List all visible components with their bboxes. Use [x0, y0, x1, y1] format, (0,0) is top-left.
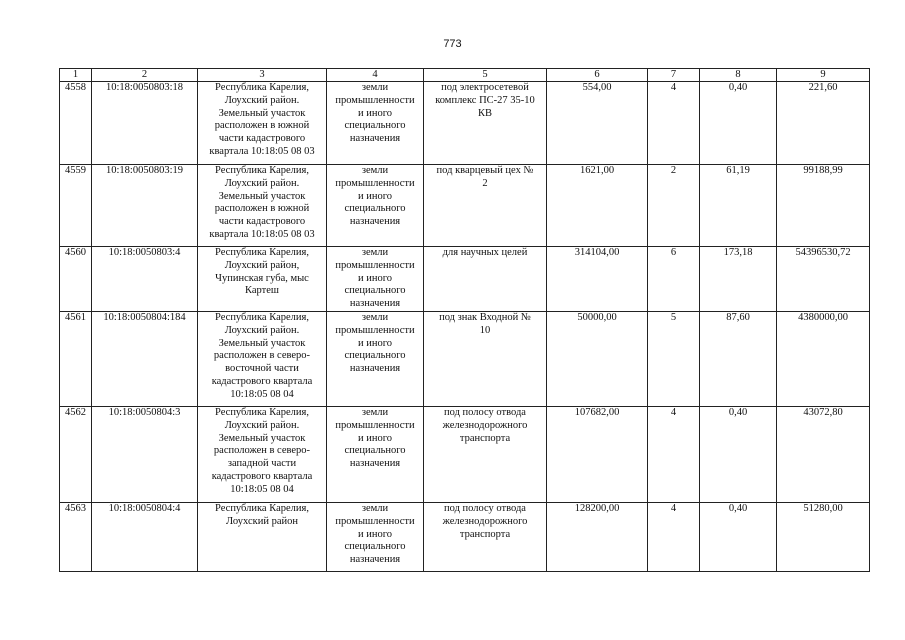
- category-line: назначения: [349, 133, 401, 145]
- location-line: части кадастрового: [218, 133, 306, 145]
- cell-category: [327, 311, 424, 406]
- category-line: и иного: [357, 528, 393, 540]
- cell-value: 4380000,00: [777, 311, 870, 406]
- category-line: назначения: [349, 298, 401, 310]
- cell-location: [198, 311, 327, 406]
- location-line: Республика Карелия,: [215, 165, 309, 176]
- cell-area: 314104,00: [547, 247, 648, 312]
- cell-category: [327, 502, 424, 571]
- location-line: Лоухский район.: [224, 177, 300, 189]
- location-line: Лоухский район.: [224, 324, 300, 336]
- category-line: земли: [361, 82, 389, 93]
- category-line: специального: [344, 203, 406, 215]
- table-row: [60, 82, 870, 165]
- category-line: специального: [344, 120, 406, 132]
- cell-group: 6: [648, 247, 700, 312]
- location-line: квартала 10:18:05 08 03: [209, 145, 315, 157]
- category-line: земли: [361, 502, 389, 514]
- column-header: 3: [198, 69, 327, 82]
- cell-rate: 0,40: [700, 406, 777, 502]
- location-line: Республика Карелия,: [215, 502, 309, 514]
- location-line: 10:18:05 08 04: [230, 483, 294, 495]
- cell-category: [327, 247, 424, 312]
- location-line: расположен в южной: [214, 203, 310, 215]
- cell-group: 4: [648, 502, 700, 571]
- location-line: восточной части: [225, 363, 299, 375]
- page-number: 773: [443, 38, 462, 50]
- cell-id: 4558: [60, 82, 92, 165]
- location-line: Республика Карелия,: [215, 247, 309, 258]
- cell-rate: 61,19: [700, 165, 777, 247]
- cell-cadastral: 10:18:0050803:19: [92, 165, 198, 247]
- cell-id: 4560: [60, 247, 92, 312]
- cell-id: 4561: [60, 311, 92, 406]
- purpose-line: 2: [482, 177, 488, 189]
- category-line: промышленности: [335, 515, 415, 527]
- location-line: Земельный участок: [218, 337, 306, 349]
- table-row: [60, 247, 870, 312]
- table-row: [60, 311, 870, 406]
- cell-rate: 0,40: [700, 502, 777, 571]
- column-header: 1: [60, 69, 92, 82]
- cell-category: [327, 82, 424, 165]
- category-line: промышленности: [335, 94, 415, 106]
- category-line: и иного: [357, 107, 393, 119]
- cell-group: 2: [648, 165, 700, 247]
- purpose-line: железнодорожного: [442, 515, 528, 527]
- cell-group: 5: [648, 311, 700, 406]
- category-line: земли: [361, 165, 389, 176]
- cell-rate: 87,60: [700, 311, 777, 406]
- category-line: и иного: [357, 337, 393, 349]
- category-line: промышленности: [335, 259, 415, 271]
- purpose-line: КВ: [477, 107, 492, 119]
- cell-value: 43072,80: [777, 406, 870, 502]
- cell-value: 221,60: [777, 82, 870, 165]
- location-line: Чупинская губа, мыс: [215, 272, 309, 284]
- cell-location: [198, 165, 327, 247]
- location-line: Земельный участок: [218, 107, 306, 119]
- table-row: [60, 502, 870, 571]
- category-line: земли: [361, 406, 389, 418]
- category-line: промышленности: [335, 324, 415, 336]
- column-header: 7: [648, 69, 700, 82]
- cell-area: 50000,00: [547, 311, 648, 406]
- cell-rate: 173,18: [700, 247, 777, 312]
- category-line: и иного: [357, 432, 393, 444]
- category-line: специального: [344, 445, 406, 457]
- cell-purpose: [424, 82, 547, 165]
- cell-area: 554,00: [547, 82, 648, 165]
- column-header: 2: [92, 69, 198, 82]
- cell-group: 4: [648, 406, 700, 502]
- purpose-line: под полосу отвода: [444, 502, 526, 514]
- location-line: Республика Карелия,: [215, 311, 309, 323]
- location-line: расположен в северо-: [213, 350, 311, 362]
- cell-value: 54396530,72: [777, 247, 870, 312]
- cell-location: [198, 247, 327, 312]
- purpose-line: под кварцевый цех №: [436, 165, 534, 176]
- cell-purpose: [424, 502, 547, 571]
- cell-location: [198, 406, 327, 502]
- cell-purpose: [424, 311, 547, 406]
- location-line: Лоухский район.: [224, 419, 300, 431]
- purpose-line: комплекс ПС-27 35-10: [435, 94, 535, 106]
- location-line: Лоухский район: [226, 515, 298, 527]
- cell-purpose: [424, 406, 547, 502]
- cell-value: 51280,00: [777, 502, 870, 571]
- location-line: Лоухский район,: [224, 259, 300, 271]
- cell-id: 4563: [60, 502, 92, 571]
- purpose-line: для научных целей: [442, 247, 528, 258]
- category-line: специального: [344, 285, 406, 297]
- category-line: земли: [361, 311, 389, 323]
- cell-area: 107682,00: [547, 406, 648, 502]
- location-line: части кадастрового: [218, 216, 306, 228]
- purpose-line: под полосу отвода: [444, 406, 526, 418]
- cell-cadastral: 10:18:0050803:4: [92, 247, 198, 312]
- cell-rate: 0,40: [700, 82, 777, 165]
- cell-value: 99188,99: [777, 165, 870, 247]
- column-header: 4: [327, 69, 424, 82]
- purpose-line: транспорта: [459, 432, 511, 444]
- table-header-row: [60, 69, 870, 82]
- cell-id: 4559: [60, 165, 92, 247]
- category-line: и иного: [357, 190, 393, 202]
- location-line: Лоухский район.: [224, 94, 300, 106]
- location-line: Земельный участок: [218, 190, 306, 202]
- cell-id: 4562: [60, 406, 92, 502]
- location-line: кадастрового квартала: [211, 375, 313, 387]
- location-line: квартала 10:18:05 08 03: [209, 228, 315, 240]
- category-line: промышленности: [335, 419, 415, 431]
- location-line: кадастрового квартала: [211, 470, 313, 482]
- category-line: назначения: [349, 554, 401, 566]
- location-line: Республика Карелия,: [215, 82, 309, 93]
- location-line: западной части: [227, 458, 297, 470]
- category-line: и иного: [357, 272, 393, 284]
- cell-cadastral: 10:18:0050804:4: [92, 502, 198, 571]
- purpose-line: под знак Входной №: [439, 311, 531, 323]
- purpose-line: 10: [479, 324, 491, 336]
- cell-area: 1621,00: [547, 165, 648, 247]
- location-line: Земельный участок: [218, 432, 306, 444]
- cell-cadastral: 10:18:0050804:3: [92, 406, 198, 502]
- purpose-line: транспорта: [459, 528, 511, 540]
- column-header: 5: [424, 69, 547, 82]
- category-line: земли: [361, 247, 389, 258]
- category-line: назначения: [349, 216, 401, 228]
- location-line: 10:18:05 08 04: [230, 388, 294, 400]
- land-plots-table: [59, 68, 870, 572]
- purpose-line: железнодорожного: [442, 419, 528, 431]
- purpose-line: под электросетевой: [441, 82, 529, 93]
- category-line: специального: [344, 541, 406, 553]
- location-line: расположен в южной: [214, 120, 310, 132]
- column-header: 9: [777, 69, 870, 82]
- cell-area: 128200,00: [547, 502, 648, 571]
- column-header: 8: [700, 69, 777, 82]
- cell-location: [198, 82, 327, 165]
- cell-cadastral: 10:18:0050803:18: [92, 82, 198, 165]
- table-row: [60, 406, 870, 502]
- table-body: [60, 82, 870, 572]
- column-header: 6: [547, 69, 648, 82]
- category-line: назначения: [349, 363, 401, 375]
- location-line: Республика Карелия,: [215, 406, 309, 418]
- location-line: расположен в северо-: [213, 445, 311, 457]
- table-row: [60, 165, 870, 247]
- cell-purpose: [424, 247, 547, 312]
- cell-group: 4: [648, 82, 700, 165]
- cell-category: [327, 406, 424, 502]
- category-line: назначения: [349, 458, 401, 470]
- cell-category: [327, 165, 424, 247]
- category-line: промышленности: [335, 177, 415, 189]
- category-line: специального: [344, 350, 406, 362]
- cell-location: [198, 502, 327, 571]
- cell-purpose: [424, 165, 547, 247]
- cell-cadastral: 10:18:0050804:184: [92, 311, 198, 406]
- location-line: Картеш: [245, 285, 279, 297]
